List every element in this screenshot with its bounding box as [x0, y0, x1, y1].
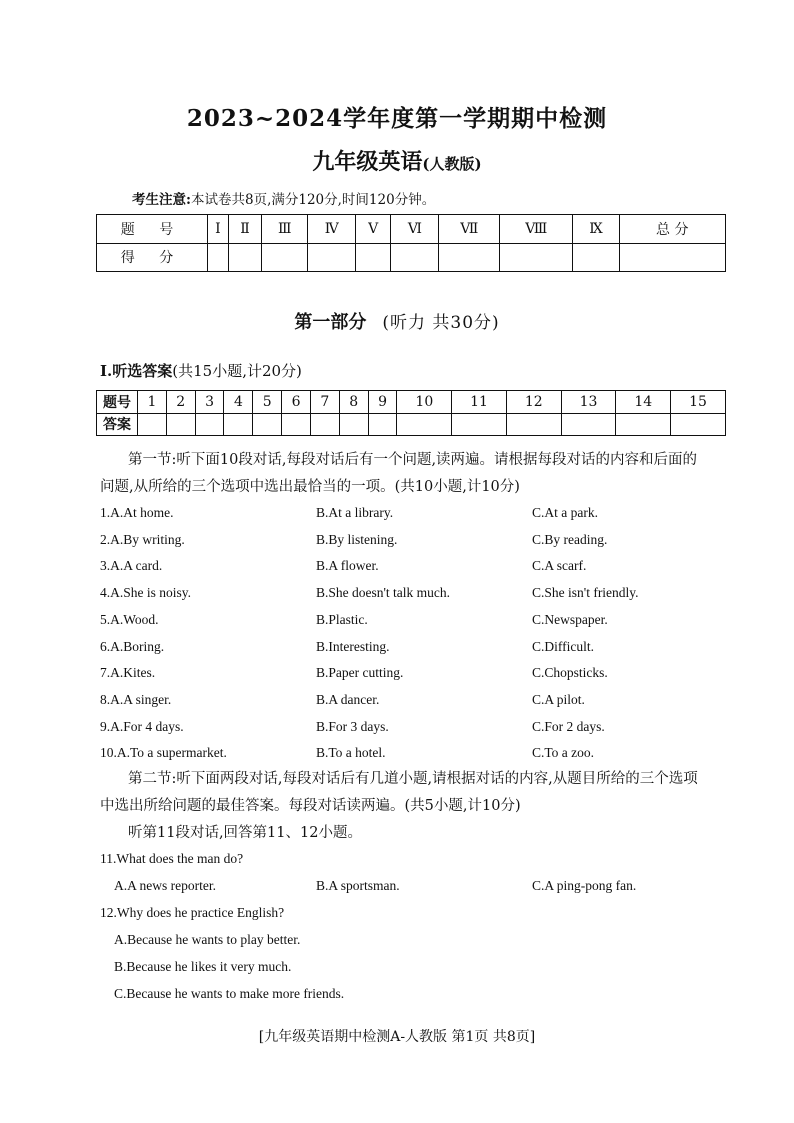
- option: B.Paper cutting.: [316, 665, 404, 680]
- answer-cell[interactable]: [452, 413, 507, 436]
- subtitle-edition: (人教版): [422, 155, 482, 173]
- option: B.A flower.: [316, 558, 379, 573]
- page-title: 2023~2024学年度第一学期期中检测: [186, 105, 608, 132]
- answer-number: 7: [310, 391, 339, 414]
- option: 8.A.A singer.: [100, 692, 172, 707]
- subtitle-main: 九年级英语: [312, 149, 423, 175]
- question-row: [100, 639, 710, 659]
- question-row: [100, 612, 710, 632]
- answer-number: 10: [397, 391, 452, 414]
- part-a-instructions: 第一节:听下面10段对话,每段对话后有一个问题,读两遍。请根据每段对话的内容和后面的问题,从所给的三个选项中选出最恰当的一项。(共10小题,计10分): [100, 452, 698, 495]
- notice-label: 考生注意:: [132, 192, 191, 208]
- score-cell[interactable]: [439, 243, 500, 272]
- score-col: Ⅲ: [262, 215, 308, 244]
- score-col: Ⅱ: [228, 215, 261, 244]
- answer-number: 6: [282, 391, 311, 414]
- answer-cell[interactable]: [671, 413, 726, 436]
- option: C.She isn't friendly.: [532, 585, 639, 600]
- score-cell[interactable]: [619, 243, 725, 272]
- score-col: Ⅰ: [208, 215, 229, 244]
- answer-cell[interactable]: [339, 413, 368, 436]
- option: C.A pilot.: [532, 692, 585, 707]
- answer-cell[interactable]: [397, 413, 452, 436]
- score-col: Ⅳ: [308, 215, 356, 244]
- option: B.Plastic.: [316, 612, 368, 627]
- score-table-row-label: 得 分: [97, 243, 208, 272]
- option: A.A news reporter.: [114, 878, 216, 893]
- option: C.Difficult.: [532, 639, 594, 654]
- answer-table-answer-row: [97, 413, 726, 436]
- option: B.Interesting.: [316, 639, 390, 654]
- answer-number: 12: [506, 391, 561, 414]
- score-table-row-label: 题 号: [97, 215, 208, 244]
- answer-table-row-label: 答案: [97, 413, 138, 436]
- score-cell[interactable]: [262, 243, 308, 272]
- score-cell[interactable]: [208, 243, 229, 272]
- answer-cell[interactable]: [138, 413, 167, 436]
- question-12: 12.Why does he practice English?: [100, 905, 285, 920]
- score-table: [96, 214, 726, 272]
- option: C.A ping-pong fan.: [532, 878, 637, 893]
- question-row: [114, 878, 710, 898]
- answer-cell[interactable]: [616, 413, 671, 436]
- answer-number: 2: [166, 391, 195, 414]
- question-row: [100, 692, 710, 712]
- listen-note: 听第11段对话,回答第11、12小题。: [128, 825, 362, 841]
- section-title: [100, 360, 302, 381]
- option: C.To a zoo.: [532, 745, 595, 760]
- option: 10.A.To a supermarket.: [100, 745, 227, 760]
- answer-number: 5: [253, 391, 282, 414]
- part-title-sub: (听力 共30分): [382, 313, 500, 333]
- option: C.For 2 days.: [532, 719, 605, 734]
- score-col: Ⅷ: [500, 215, 573, 244]
- answer-number: 4: [224, 391, 253, 414]
- answer-table-number-row: [97, 391, 726, 414]
- option: B.For 3 days.: [316, 719, 389, 734]
- score-cell[interactable]: [573, 243, 619, 272]
- option: B.Because he likes it very much.: [114, 959, 292, 974]
- page-subtitle: [0, 145, 794, 176]
- answer-cell[interactable]: [561, 413, 616, 436]
- score-cell[interactable]: [308, 243, 356, 272]
- option: A.Because he wants to play better.: [114, 932, 301, 947]
- score-cell[interactable]: [228, 243, 261, 272]
- score-table-score-row: [97, 243, 726, 272]
- score-cell[interactable]: [391, 243, 439, 272]
- option: 4.A.She is noisy.: [100, 585, 192, 600]
- page-footer: [九年级英语期中检测A-人教版 第1页 共8页]: [258, 1029, 536, 1045]
- answer-number: 9: [368, 391, 397, 414]
- option: C.Chopsticks.: [532, 665, 608, 680]
- score-cell[interactable]: [500, 243, 573, 272]
- answer-cell[interactable]: [253, 413, 282, 436]
- answer-number: 8: [339, 391, 368, 414]
- answer-cell[interactable]: [310, 413, 339, 436]
- answer-cell[interactable]: [282, 413, 311, 436]
- question-row: [100, 505, 710, 525]
- option: C.Because he wants to make more friends.: [114, 986, 345, 1001]
- part-title: [0, 308, 794, 334]
- answer-number: 11: [452, 391, 507, 414]
- option: C.A scarf.: [532, 558, 587, 573]
- question-row: [100, 585, 710, 605]
- option: 2.A.By writing.: [100, 532, 185, 547]
- question-11: 11.What does the man do?: [100, 851, 244, 866]
- answer-number: 15: [671, 391, 726, 414]
- answer-number: 13: [561, 391, 616, 414]
- option: B.By listening.: [316, 532, 398, 547]
- answer-cell[interactable]: [506, 413, 561, 436]
- score-col: Ⅴ: [356, 215, 391, 244]
- notice-text: 本试卷共8页,满分120分,时间120分钟。: [190, 192, 436, 208]
- question-row: [100, 665, 710, 685]
- score-table-header-row: [97, 215, 726, 244]
- option: C.Newspaper.: [532, 612, 608, 627]
- answer-cell[interactable]: [166, 413, 195, 436]
- score-col: Ⅶ: [439, 215, 500, 244]
- section-info: (共15小题,计20分): [172, 362, 302, 380]
- option: 6.A.Boring.: [100, 639, 165, 654]
- option: B.To a hotel.: [316, 745, 386, 760]
- question-row: [100, 719, 710, 739]
- answer-cell[interactable]: [195, 413, 224, 436]
- question-row: [100, 558, 710, 578]
- answer-number: 14: [616, 391, 671, 414]
- answer-table: [96, 390, 726, 436]
- score-col-total: 总 分: [619, 215, 725, 244]
- section-label: Ⅰ.听选答案: [100, 362, 173, 380]
- option: B.At a library.: [316, 505, 394, 520]
- option: 1.A.At home.: [100, 505, 174, 520]
- option: 3.A.A card.: [100, 558, 163, 573]
- option: B.A dancer.: [316, 692, 380, 707]
- part-title-main: 第一部分: [294, 312, 367, 333]
- answer-table-row-label: 题号: [97, 391, 138, 414]
- option: B.A sportsman.: [316, 878, 400, 893]
- answer-cell[interactable]: [224, 413, 253, 436]
- score-col: Ⅸ: [573, 215, 619, 244]
- score-col: Ⅵ: [391, 215, 439, 244]
- option: B.She doesn't talk much.: [316, 585, 451, 600]
- question-row: [100, 532, 710, 552]
- option: C.By reading.: [532, 532, 608, 547]
- answer-number: 3: [195, 391, 224, 414]
- answer-number: 1: [138, 391, 167, 414]
- exam-notice: [132, 188, 435, 208]
- question-row: [100, 745, 710, 765]
- option: 7.A.Kites.: [100, 665, 156, 680]
- answer-cell[interactable]: [368, 413, 397, 436]
- score-cell[interactable]: [356, 243, 391, 272]
- option: C.At a park.: [532, 505, 598, 520]
- option: 9.A.For 4 days.: [100, 719, 184, 734]
- part-b-instructions: 第二节:听下面两段对话,每段对话后有几道小题,请根据对话的内容,从题目所给的三个选项中选出所给问题的最佳答案。每段对话读两遍。(共5小题,计10分): [100, 771, 698, 814]
- option: 5.A.Wood.: [100, 612, 159, 627]
